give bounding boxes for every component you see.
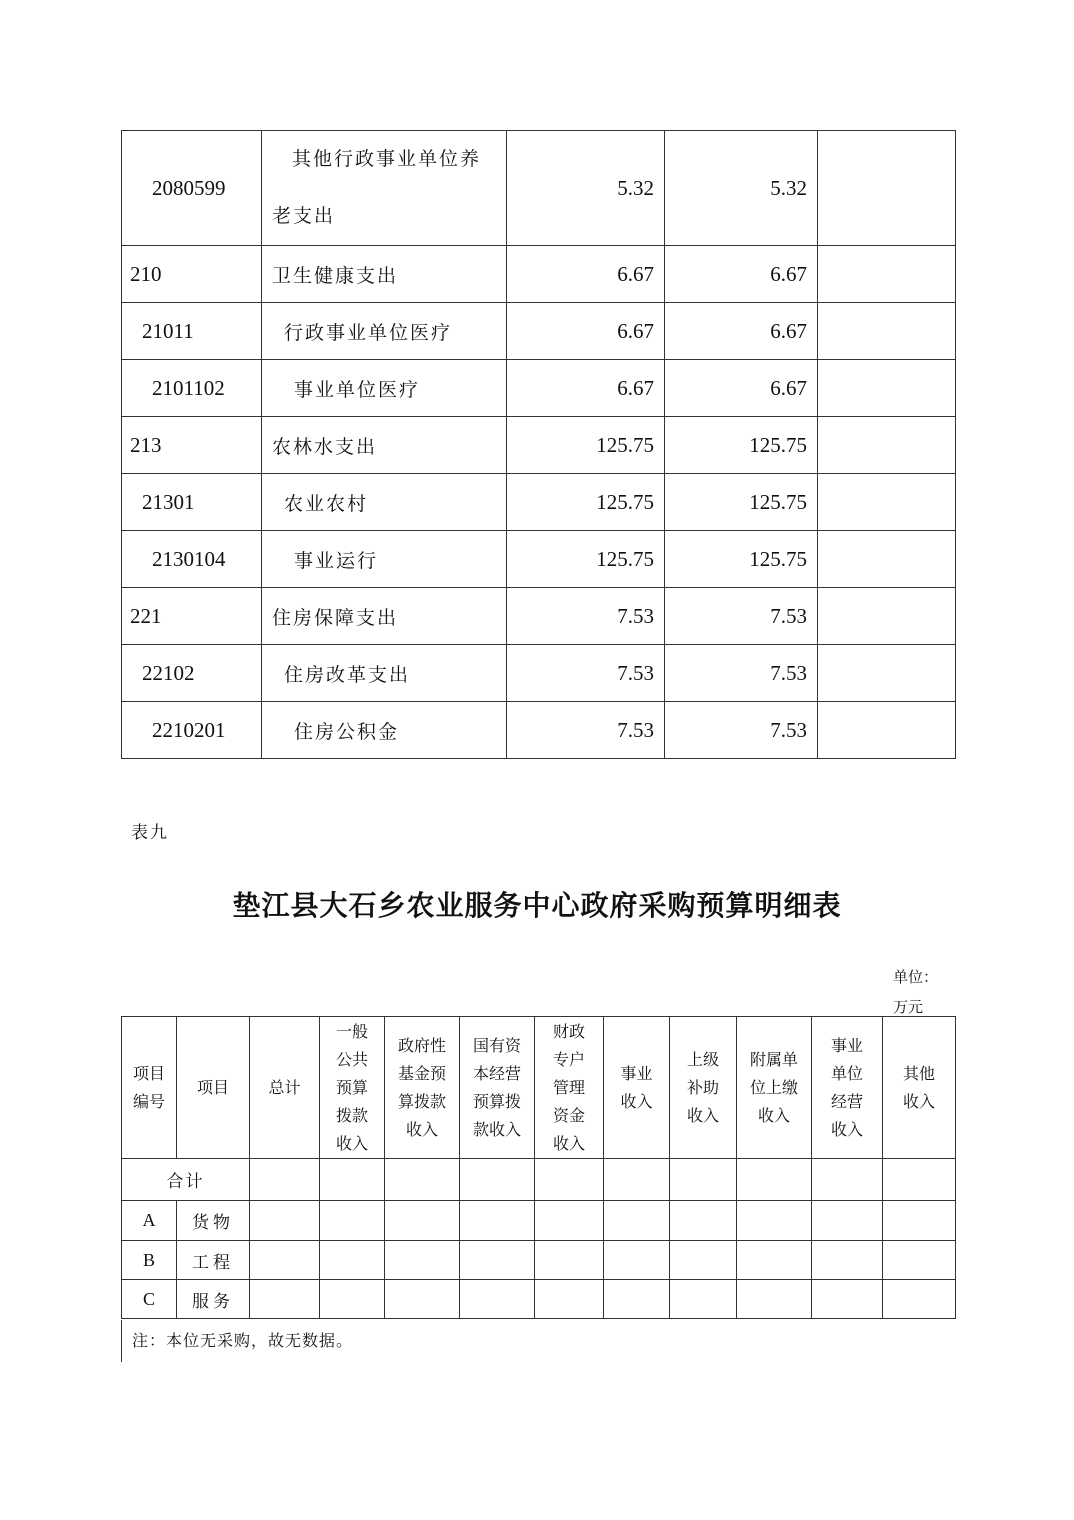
column-header-line: 单位 bbox=[830, 1063, 863, 1083]
column-header-line: 其他 bbox=[902, 1063, 935, 1083]
budget-basic-cell: 125.75 bbox=[665, 474, 818, 531]
column-header-line: 补助 bbox=[686, 1077, 719, 1097]
budget-code-cell: 2210201 bbox=[122, 702, 262, 759]
column-header-line: 附属单 bbox=[749, 1049, 798, 1069]
budget-name-cell: 事业单位医疗 bbox=[262, 360, 507, 417]
budget-project-cell bbox=[818, 702, 956, 759]
budget-name-cell: 农林水支出 bbox=[262, 417, 507, 474]
budget-code-cell: 2130104 bbox=[122, 531, 262, 588]
budget-project-cell bbox=[818, 531, 956, 588]
budget-basic-cell: 125.75 bbox=[665, 417, 818, 474]
unit-label bbox=[893, 962, 953, 1022]
empty-cell bbox=[737, 1280, 812, 1319]
table-row bbox=[122, 417, 956, 474]
budget-name-cell: 住房改革支出 bbox=[262, 645, 507, 702]
empty-cell bbox=[460, 1241, 535, 1280]
budget-project-cell bbox=[818, 131, 956, 246]
table-row bbox=[122, 588, 956, 645]
column-header-line: 算拨款 bbox=[397, 1091, 446, 1111]
column-header-line: 收入 bbox=[830, 1119, 863, 1139]
empty-cell bbox=[883, 1201, 956, 1241]
budget-code-cell: 221 bbox=[122, 588, 262, 645]
column-header-line: 编号 bbox=[132, 1091, 165, 1111]
budget-total-cell: 6.67 bbox=[507, 246, 665, 303]
budget-name-line: 其他行政事业单位养 bbox=[292, 148, 482, 170]
column-header-line: 总计 bbox=[268, 1077, 301, 1097]
empty-cell bbox=[385, 1159, 460, 1201]
column-header-line: 一般 bbox=[335, 1021, 368, 1041]
column-header bbox=[883, 1017, 956, 1159]
procurement-table bbox=[121, 1016, 956, 1319]
empty-cell bbox=[535, 1159, 604, 1201]
column-header-line: 收入 bbox=[757, 1105, 790, 1125]
column-header bbox=[122, 1017, 177, 1159]
column-header-line: 收入 bbox=[552, 1133, 585, 1153]
empty-cell bbox=[812, 1241, 883, 1280]
item-name-cell: 服务 bbox=[177, 1280, 250, 1319]
column-header-line: 财政 bbox=[552, 1021, 585, 1041]
column-header-line: 收入 bbox=[405, 1119, 438, 1139]
empty-cell bbox=[604, 1241, 670, 1280]
budget-basic-cell: 125.75 bbox=[665, 531, 818, 588]
empty-cell bbox=[604, 1201, 670, 1241]
column-header bbox=[250, 1017, 320, 1159]
column-header-line: 预算 bbox=[335, 1077, 368, 1097]
budget-code-cell: 213 bbox=[122, 417, 262, 474]
table-row bbox=[122, 1241, 956, 1280]
column-header-line: 政府性 bbox=[397, 1035, 446, 1055]
total-row bbox=[122, 1159, 956, 1201]
column-header-line: 位上缴 bbox=[749, 1077, 798, 1097]
column-header-line: 国有资 bbox=[472, 1035, 521, 1055]
column-header-line: 管理 bbox=[552, 1077, 585, 1097]
table-row bbox=[122, 1280, 956, 1319]
column-header bbox=[812, 1017, 883, 1159]
budget-code-cell: 2101102 bbox=[122, 360, 262, 417]
column-header-line: 事业 bbox=[830, 1035, 863, 1055]
empty-cell bbox=[460, 1159, 535, 1201]
column-header-line: 公共 bbox=[335, 1049, 368, 1069]
column-header bbox=[604, 1017, 670, 1159]
empty-cell bbox=[385, 1201, 460, 1241]
empty-cell bbox=[535, 1201, 604, 1241]
budget-total-cell: 5.32 bbox=[507, 131, 665, 246]
empty-cell bbox=[320, 1280, 385, 1319]
column-header bbox=[177, 1017, 250, 1159]
empty-cell bbox=[320, 1201, 385, 1241]
column-header bbox=[670, 1017, 737, 1159]
budget-code-cell: 21301 bbox=[122, 474, 262, 531]
table-row bbox=[122, 360, 956, 417]
table-row bbox=[122, 702, 956, 759]
budget-project-cell bbox=[818, 645, 956, 702]
budget-code-cell: 22102 bbox=[122, 645, 262, 702]
empty-cell bbox=[460, 1280, 535, 1319]
budget-code-cell: 2080599 bbox=[122, 131, 262, 246]
budget-total-cell: 7.53 bbox=[507, 702, 665, 759]
column-header-line: 收入 bbox=[335, 1133, 368, 1153]
table-label: 表九 bbox=[131, 823, 169, 843]
budget-name-cell: 住房保障支出 bbox=[262, 588, 507, 645]
budget-total-cell: 125.75 bbox=[507, 474, 665, 531]
empty-cell bbox=[812, 1159, 883, 1201]
empty-cell bbox=[604, 1159, 670, 1201]
table-row bbox=[122, 303, 956, 360]
column-header-line: 收入 bbox=[902, 1091, 935, 1111]
budget-name-line: 老支出 bbox=[272, 205, 336, 227]
table-row bbox=[122, 474, 956, 531]
budget-code-cell: 210 bbox=[122, 246, 262, 303]
unit-value: 万元 bbox=[893, 998, 924, 1016]
empty-cell bbox=[737, 1201, 812, 1241]
empty-cell bbox=[812, 1280, 883, 1319]
item-code-cell: A bbox=[122, 1201, 177, 1241]
budget-code-cell: 21011 bbox=[122, 303, 262, 360]
column-header bbox=[737, 1017, 812, 1159]
note-text: 注：本位无采购，故无数据。 bbox=[121, 1320, 353, 1362]
budget-basic-cell: 6.67 bbox=[665, 246, 818, 303]
empty-cell bbox=[460, 1201, 535, 1241]
empty-cell bbox=[737, 1159, 812, 1201]
empty-cell bbox=[250, 1201, 320, 1241]
budget-project-cell bbox=[818, 303, 956, 360]
empty-cell bbox=[883, 1241, 956, 1280]
budget-table bbox=[121, 130, 956, 759]
column-header-line: 基金预 bbox=[397, 1063, 446, 1083]
table-row bbox=[122, 531, 956, 588]
column-header-line: 项目 bbox=[132, 1063, 165, 1083]
empty-cell bbox=[385, 1280, 460, 1319]
column-header bbox=[320, 1017, 385, 1159]
column-header-line: 上级 bbox=[686, 1049, 719, 1069]
budget-basic-cell: 7.53 bbox=[665, 645, 818, 702]
budget-project-cell bbox=[818, 246, 956, 303]
empty-cell bbox=[737, 1241, 812, 1280]
column-header-line: 项目 bbox=[196, 1077, 229, 1097]
column-header-line: 专户 bbox=[552, 1049, 585, 1069]
budget-total-cell: 6.67 bbox=[507, 360, 665, 417]
column-header bbox=[460, 1017, 535, 1159]
budget-name-cell bbox=[262, 131, 507, 246]
budget-total-cell: 125.75 bbox=[507, 417, 665, 474]
column-header-line: 款收入 bbox=[472, 1119, 521, 1139]
column-header-line: 本经营 bbox=[472, 1063, 521, 1083]
empty-cell bbox=[883, 1280, 956, 1319]
item-code-cell: C bbox=[122, 1280, 177, 1319]
budget-total-cell: 125.75 bbox=[507, 531, 665, 588]
empty-cell bbox=[670, 1159, 737, 1201]
table-row bbox=[122, 1201, 956, 1241]
column-header-line: 经营 bbox=[830, 1091, 863, 1111]
budget-project-cell bbox=[818, 474, 956, 531]
column-header-line: 收入 bbox=[686, 1105, 719, 1125]
budget-basic-cell: 7.53 bbox=[665, 588, 818, 645]
budget-name-cell: 行政事业单位医疗 bbox=[262, 303, 507, 360]
empty-cell bbox=[535, 1280, 604, 1319]
total-label: 合计 bbox=[122, 1159, 250, 1201]
empty-cell bbox=[250, 1280, 320, 1319]
budget-basic-cell: 6.67 bbox=[665, 303, 818, 360]
budget-name-cell: 卫生健康支出 bbox=[262, 246, 507, 303]
column-header-line: 资金 bbox=[552, 1105, 585, 1125]
column-header-line: 预算拨 bbox=[472, 1091, 521, 1111]
empty-cell bbox=[883, 1159, 956, 1201]
unit-label-text: 单位： bbox=[893, 968, 939, 986]
table-row bbox=[122, 246, 956, 303]
budget-name-cell: 事业运行 bbox=[262, 531, 507, 588]
column-header bbox=[385, 1017, 460, 1159]
column-header-line: 事业 bbox=[620, 1063, 653, 1083]
item-name-cell: 货物 bbox=[177, 1201, 250, 1241]
item-name-cell: 工程 bbox=[177, 1241, 250, 1280]
column-header bbox=[535, 1017, 604, 1159]
budget-basic-cell: 6.67 bbox=[665, 360, 818, 417]
empty-cell bbox=[604, 1280, 670, 1319]
column-header-line: 收入 bbox=[620, 1091, 653, 1111]
empty-cell bbox=[385, 1241, 460, 1280]
column-header-line: 拨款 bbox=[335, 1105, 368, 1125]
empty-cell bbox=[320, 1241, 385, 1280]
budget-basic-cell: 7.53 bbox=[665, 702, 818, 759]
empty-cell bbox=[812, 1201, 883, 1241]
budget-project-cell bbox=[818, 588, 956, 645]
table-row bbox=[122, 131, 956, 246]
budget-project-cell bbox=[818, 417, 956, 474]
budget-name-cell: 农业农村 bbox=[262, 474, 507, 531]
budget-name-cell: 住房公积金 bbox=[262, 702, 507, 759]
empty-cell bbox=[670, 1280, 737, 1319]
empty-cell bbox=[320, 1159, 385, 1201]
budget-total-cell: 7.53 bbox=[507, 588, 665, 645]
empty-cell bbox=[670, 1201, 737, 1241]
page-title: 垫江县大石乡农业服务中心政府采购预算明细表 bbox=[232, 889, 842, 922]
budget-total-cell: 7.53 bbox=[507, 645, 665, 702]
budget-project-cell bbox=[818, 360, 956, 417]
empty-cell bbox=[535, 1241, 604, 1280]
item-code-cell: B bbox=[122, 1241, 177, 1280]
table-row bbox=[122, 645, 956, 702]
empty-cell bbox=[670, 1241, 737, 1280]
budget-basic-cell: 5.32 bbox=[665, 131, 818, 246]
budget-total-cell: 6.67 bbox=[507, 303, 665, 360]
empty-cell bbox=[250, 1241, 320, 1280]
empty-cell bbox=[250, 1159, 320, 1201]
